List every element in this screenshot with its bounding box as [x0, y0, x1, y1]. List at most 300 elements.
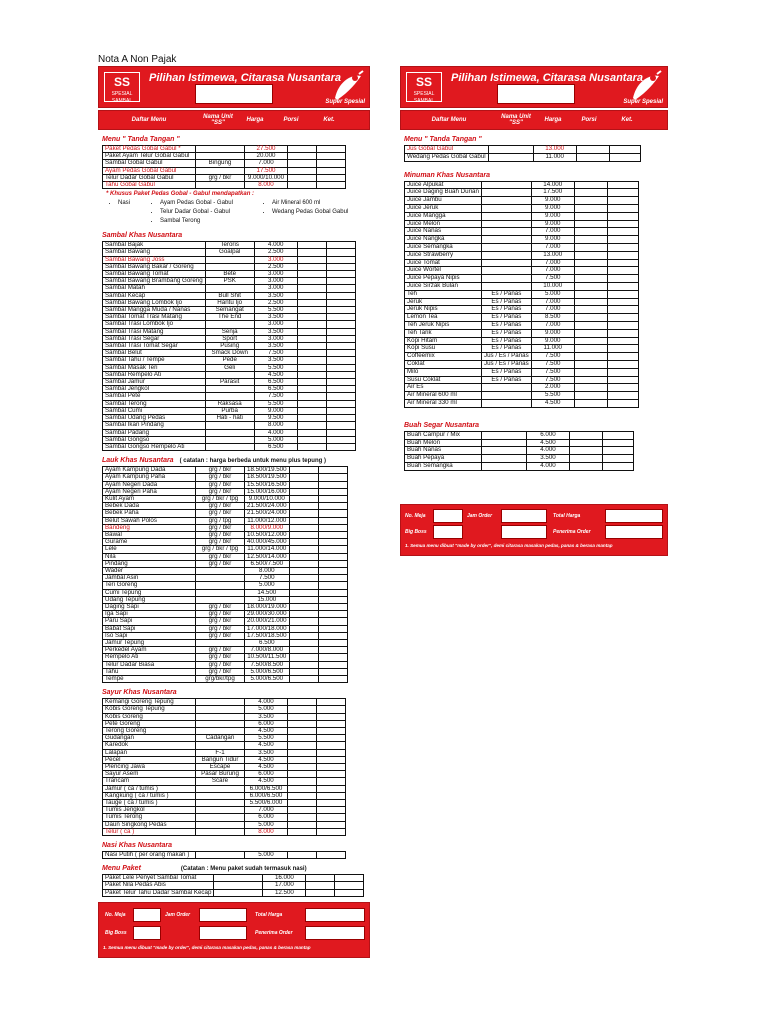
- item-ket[interactable]: [318, 625, 347, 632]
- item-ket[interactable]: [326, 285, 355, 292]
- item-name: Paket Nila Pedas Abis: [103, 882, 214, 889]
- item-ket[interactable]: [607, 345, 638, 353]
- item-ket[interactable]: [603, 431, 634, 439]
- item-ket[interactable]: [607, 314, 638, 322]
- item-ket[interactable]: [318, 510, 347, 517]
- item-ket[interactable]: [318, 668, 347, 675]
- item-ket[interactable]: [318, 517, 347, 524]
- item-ket[interactable]: [335, 889, 364, 896]
- item-ket[interactable]: [326, 350, 355, 357]
- item-porsi[interactable]: [306, 875, 335, 882]
- item-porsi[interactable]: [289, 467, 318, 474]
- item-porsi[interactable]: [574, 376, 607, 384]
- item-porsi[interactable]: [297, 242, 326, 249]
- item-ket[interactable]: [318, 589, 347, 596]
- item-porsi[interactable]: [289, 546, 318, 553]
- item-porsi[interactable]: [574, 197, 607, 205]
- item-ket[interactable]: [607, 392, 638, 400]
- item-porsi[interactable]: [574, 267, 607, 275]
- item-porsi[interactable]: [289, 625, 318, 632]
- item-ket[interactable]: [317, 146, 346, 153]
- item-name: Tumis Jengkol: [103, 807, 196, 814]
- khusus-note: * Khusus Paket Pedas Gobal - Gabul mendapatkan : • Nasi • Ayam Pedas Gobal - Gabul • Telur Dadar Gobal - Gabul • Sambal Terong • Air Mineral 600 ml • Wedang Pedas Gobal Gabul: [106, 191, 370, 226]
- item-ket[interactable]: [318, 661, 347, 668]
- item-ket[interactable]: [317, 720, 346, 727]
- total-harga-field[interactable]: [605, 509, 663, 523]
- item-porsi[interactable]: [297, 263, 326, 270]
- item-ket[interactable]: [317, 735, 346, 742]
- item-porsi[interactable]: [288, 771, 317, 778]
- item-porsi[interactable]: [289, 503, 318, 510]
- item-porsi[interactable]: [289, 510, 318, 517]
- item-price: 12.500/14.000: [245, 553, 290, 560]
- item-porsi[interactable]: [570, 431, 603, 439]
- item-ket[interactable]: [326, 343, 355, 350]
- item-ket[interactable]: [317, 764, 346, 771]
- item-porsi[interactable]: [288, 699, 317, 706]
- item-ket[interactable]: [318, 647, 347, 654]
- item-porsi[interactable]: [288, 735, 317, 742]
- item-ket[interactable]: [318, 676, 347, 683]
- item-ket[interactable]: [603, 455, 634, 463]
- item-ket[interactable]: [603, 462, 634, 470]
- order-number-field[interactable]: [497, 84, 575, 104]
- menu-sheet-food: [98, 66, 370, 958]
- item-porsi[interactable]: [574, 204, 607, 212]
- item-porsi[interactable]: [289, 661, 318, 668]
- item-ket[interactable]: [326, 415, 355, 422]
- item-ket[interactable]: [317, 807, 346, 814]
- item-porsi[interactable]: [297, 350, 326, 357]
- item-porsi[interactable]: [297, 371, 326, 378]
- item-porsi[interactable]: [297, 299, 326, 306]
- item-porsi[interactable]: [574, 259, 607, 267]
- item-porsi[interactable]: [297, 321, 326, 328]
- item-ket[interactable]: [607, 321, 638, 329]
- item-ket[interactable]: [326, 249, 355, 256]
- item-ket[interactable]: [326, 379, 355, 386]
- item-price: 15.000: [245, 596, 290, 603]
- item-porsi[interactable]: [288, 785, 317, 792]
- item-ket[interactable]: [318, 481, 347, 488]
- item-price: 11.000/14.000: [245, 546, 290, 553]
- item-porsi[interactable]: [297, 343, 326, 350]
- item-ket[interactable]: [326, 307, 355, 314]
- item-porsi[interactable]: [288, 728, 317, 735]
- item-porsi[interactable]: [297, 249, 326, 256]
- item-ket[interactable]: [318, 582, 347, 589]
- item-porsi[interactable]: [289, 531, 318, 538]
- item-price: 7.500: [531, 275, 574, 283]
- item-ket[interactable]: [317, 182, 346, 189]
- item-ket[interactable]: [326, 271, 355, 278]
- item-porsi[interactable]: [297, 415, 326, 422]
- item-price: 3.500: [254, 328, 297, 335]
- item-porsi[interactable]: [570, 455, 603, 463]
- item-name: Gurame: [103, 539, 196, 546]
- item-ket[interactable]: [326, 256, 355, 263]
- item-ket[interactable]: [318, 611, 347, 618]
- item-ket[interactable]: [326, 371, 355, 378]
- item-porsi[interactable]: [574, 251, 607, 259]
- item-ket[interactable]: [607, 384, 638, 392]
- order-number-field[interactable]: [195, 84, 273, 104]
- item-unit: [196, 589, 245, 596]
- item-porsi[interactable]: [574, 228, 607, 236]
- item-porsi[interactable]: [288, 720, 317, 727]
- item-name: Tempe: [103, 676, 196, 683]
- item-ket[interactable]: [326, 436, 355, 443]
- item-porsi[interactable]: [297, 314, 326, 321]
- item-porsi[interactable]: [288, 852, 317, 859]
- item-ket[interactable]: [607, 204, 638, 212]
- item-ket[interactable]: [317, 828, 346, 835]
- item-ket[interactable]: [607, 251, 638, 259]
- item-ket[interactable]: [318, 603, 347, 610]
- item-ket[interactable]: [317, 699, 346, 706]
- item-porsi[interactable]: [574, 298, 607, 306]
- item-name: Paket Telur Tahu Dadar Sambal Kecap: [103, 889, 214, 896]
- item-porsi[interactable]: [574, 181, 607, 189]
- item-porsi[interactable]: [574, 243, 607, 251]
- jam-order-field[interactable]: [199, 908, 247, 922]
- item-porsi[interactable]: [288, 713, 317, 720]
- item-ket[interactable]: [318, 618, 347, 625]
- item-ket[interactable]: [326, 443, 355, 450]
- item-porsi[interactable]: [289, 632, 318, 639]
- item-ket[interactable]: [326, 357, 355, 364]
- item-porsi[interactable]: [574, 282, 607, 290]
- table-row: [103, 575, 348, 582]
- item-ket[interactable]: [607, 360, 638, 368]
- item-porsi[interactable]: [574, 306, 607, 314]
- item-porsi[interactable]: [297, 328, 326, 335]
- item-ket[interactable]: [317, 742, 346, 749]
- item-porsi[interactable]: [574, 290, 607, 298]
- item-name: Sambal Bawang Brambang Goreng: [103, 278, 206, 285]
- item-porsi[interactable]: [288, 814, 317, 821]
- item-porsi[interactable]: [288, 792, 317, 799]
- item-porsi[interactable]: [289, 539, 318, 546]
- item-porsi[interactable]: [574, 321, 607, 329]
- item-ket[interactable]: [317, 749, 346, 756]
- penerima-order-field[interactable]: [305, 926, 365, 940]
- item-porsi[interactable]: [289, 560, 318, 567]
- item-ket[interactable]: [317, 713, 346, 720]
- item-porsi[interactable]: [297, 429, 326, 436]
- item-ket[interactable]: [326, 364, 355, 371]
- item-ket[interactable]: [326, 429, 355, 436]
- item-ket[interactable]: [607, 290, 638, 298]
- item-ket[interactable]: [318, 488, 347, 495]
- item-porsi[interactable]: [289, 553, 318, 560]
- no-meja-field[interactable]: [133, 908, 161, 922]
- item-porsi[interactable]: [289, 582, 318, 589]
- item-porsi[interactable]: [574, 314, 607, 322]
- item-ket[interactable]: [317, 174, 346, 181]
- item-unit: [482, 447, 527, 455]
- item-ket[interactable]: [603, 439, 634, 447]
- item-ket[interactable]: [607, 376, 638, 384]
- item-ket[interactable]: [607, 267, 638, 275]
- item-ket[interactable]: [318, 654, 347, 661]
- table-sayur: [102, 698, 346, 836]
- item-porsi[interactable]: [574, 392, 607, 400]
- item-porsi[interactable]: [574, 337, 607, 345]
- item-price: 3.500: [254, 314, 297, 321]
- item-porsi[interactable]: [574, 329, 607, 337]
- col-harga: Harga: [246, 117, 264, 123]
- menu-sheet-drinks: [400, 66, 668, 556]
- item-ket[interactable]: [317, 821, 346, 828]
- item-ket[interactable]: [317, 160, 346, 167]
- item-porsi[interactable]: [288, 749, 317, 756]
- item-porsi[interactable]: [289, 596, 318, 603]
- item-ket[interactable]: [607, 243, 638, 251]
- item-porsi[interactable]: [288, 828, 317, 835]
- item-porsi[interactable]: [297, 422, 326, 429]
- item-ket[interactable]: [317, 785, 346, 792]
- item-ket[interactable]: [317, 728, 346, 735]
- item-ket[interactable]: [326, 422, 355, 429]
- item-porsi[interactable]: [289, 488, 318, 495]
- item-ket[interactable]: [318, 553, 347, 560]
- extra-field[interactable]: [199, 926, 247, 940]
- item-name: Teh Jeruk Nipis: [405, 321, 482, 329]
- item-porsi[interactable]: [576, 146, 609, 154]
- jam-order-field[interactable]: [501, 509, 547, 523]
- item-ket[interactable]: [326, 335, 355, 342]
- item-ket[interactable]: [318, 575, 347, 582]
- item-porsi[interactable]: [288, 174, 317, 181]
- item-ket[interactable]: [607, 329, 638, 337]
- table-tanda-tangan: [102, 145, 346, 189]
- item-porsi[interactable]: [574, 189, 607, 197]
- item-porsi[interactable]: [297, 285, 326, 292]
- item-ket[interactable]: [607, 298, 638, 306]
- item-porsi[interactable]: [289, 517, 318, 524]
- total-harga-field[interactable]: [305, 908, 365, 922]
- item-porsi[interactable]: [288, 756, 317, 763]
- item-porsi[interactable]: [297, 407, 326, 414]
- big-boss-field[interactable]: [433, 525, 463, 539]
- item-porsi[interactable]: [288, 706, 317, 713]
- item-ket[interactable]: [326, 314, 355, 321]
- item-porsi[interactable]: [574, 220, 607, 228]
- item-ket[interactable]: [326, 386, 355, 393]
- item-ket[interactable]: [335, 875, 364, 882]
- item-porsi[interactable]: [289, 575, 318, 582]
- item-porsi[interactable]: [289, 639, 318, 646]
- item-ket[interactable]: [318, 467, 347, 474]
- item-porsi[interactable]: [288, 160, 317, 167]
- item-ket[interactable]: [317, 756, 346, 763]
- item-ket[interactable]: [609, 146, 640, 154]
- item-ket[interactable]: [609, 153, 640, 161]
- item-porsi[interactable]: [574, 353, 607, 361]
- item-ket[interactable]: [318, 495, 347, 502]
- item-ket[interactable]: [317, 706, 346, 713]
- item-porsi[interactable]: [289, 481, 318, 488]
- item-ket[interactable]: [326, 400, 355, 407]
- item-ket[interactable]: [335, 882, 364, 889]
- item-porsi[interactable]: [297, 386, 326, 393]
- item-porsi[interactable]: [574, 360, 607, 368]
- item-porsi[interactable]: [297, 400, 326, 407]
- item-ket[interactable]: [317, 792, 346, 799]
- item-ket[interactable]: [317, 167, 346, 174]
- table-row: [103, 474, 348, 481]
- item-ket[interactable]: [318, 632, 347, 639]
- item-ket[interactable]: [318, 639, 347, 646]
- item-porsi[interactable]: [297, 436, 326, 443]
- item-ket[interactable]: [318, 539, 347, 546]
- item-porsi[interactable]: [574, 275, 607, 283]
- item-porsi[interactable]: [297, 307, 326, 314]
- item-name: Jeruk: [405, 298, 482, 306]
- item-porsi[interactable]: [297, 292, 326, 299]
- item-porsi[interactable]: [297, 364, 326, 371]
- penerima-order-field[interactable]: [605, 525, 663, 539]
- item-ket[interactable]: [318, 524, 347, 531]
- item-ket[interactable]: [607, 236, 638, 244]
- item-name: Tahu Gobal Gabul: [103, 182, 196, 189]
- item-porsi[interactable]: [574, 212, 607, 220]
- item-porsi[interactable]: [288, 821, 317, 828]
- item-ket[interactable]: [607, 197, 638, 205]
- item-ket[interactable]: [603, 447, 634, 455]
- item-ket[interactable]: [607, 228, 638, 236]
- item-porsi[interactable]: [289, 567, 318, 574]
- item-name: Ayam Negeri Paha: [103, 488, 196, 495]
- item-unit: [214, 875, 263, 882]
- item-ket[interactable]: [318, 503, 347, 510]
- big-boss-field[interactable]: [133, 926, 161, 940]
- item-ket[interactable]: [607, 275, 638, 283]
- item-ket[interactable]: [607, 189, 638, 197]
- item-ket[interactable]: [326, 299, 355, 306]
- item-ket[interactable]: [326, 393, 355, 400]
- item-ket[interactable]: [317, 800, 346, 807]
- item-porsi[interactable]: [289, 589, 318, 596]
- item-ket[interactable]: [317, 852, 346, 859]
- item-porsi[interactable]: [289, 524, 318, 531]
- item-ket[interactable]: [317, 153, 346, 160]
- item-porsi[interactable]: [574, 384, 607, 392]
- item-porsi[interactable]: [570, 462, 603, 470]
- item-porsi[interactable]: [289, 676, 318, 683]
- item-porsi[interactable]: [288, 153, 317, 160]
- item-porsi[interactable]: [288, 764, 317, 771]
- item-porsi[interactable]: [574, 236, 607, 244]
- item-porsi[interactable]: [297, 357, 326, 364]
- item-porsi[interactable]: [570, 439, 603, 447]
- item-ket[interactable]: [326, 321, 355, 328]
- item-porsi[interactable]: [289, 668, 318, 675]
- item-ket[interactable]: [607, 368, 638, 376]
- item-unit: Cadangan: [196, 735, 245, 742]
- item-ket[interactable]: [607, 220, 638, 228]
- item-name: Coffeemix: [405, 353, 482, 361]
- item-porsi[interactable]: [297, 271, 326, 278]
- item-porsi[interactable]: [289, 611, 318, 618]
- item-price: 7.000: [531, 321, 574, 329]
- item-porsi[interactable]: [288, 167, 317, 174]
- item-porsi[interactable]: [306, 889, 335, 896]
- item-price: 7.000: [531, 228, 574, 236]
- item-unit: Jus / Es / Panas: [482, 360, 532, 368]
- item-ket[interactable]: [607, 337, 638, 345]
- item-porsi[interactable]: [289, 495, 318, 502]
- item-ket[interactable]: [607, 259, 638, 267]
- item-porsi[interactable]: [289, 654, 318, 661]
- item-porsi[interactable]: [306, 882, 335, 889]
- item-unit: [482, 384, 532, 392]
- item-porsi[interactable]: [289, 474, 318, 481]
- item-porsi[interactable]: [288, 778, 317, 785]
- item-porsi[interactable]: [297, 278, 326, 285]
- item-ket[interactable]: [326, 242, 355, 249]
- item-price: 5.000: [245, 582, 290, 589]
- item-porsi[interactable]: [289, 603, 318, 610]
- item-porsi[interactable]: [570, 447, 603, 455]
- item-porsi[interactable]: [288, 146, 317, 153]
- item-unit: grg / bkr: [196, 553, 245, 560]
- item-ket[interactable]: [317, 814, 346, 821]
- item-ket[interactable]: [317, 771, 346, 778]
- item-ket[interactable]: [326, 407, 355, 414]
- item-ket[interactable]: [607, 212, 638, 220]
- item-name: Telur Dadar Gobal Gabul: [103, 174, 196, 181]
- item-porsi[interactable]: [574, 345, 607, 353]
- item-ket[interactable]: [318, 531, 347, 538]
- item-ket[interactable]: [607, 181, 638, 189]
- item-ket[interactable]: [318, 596, 347, 603]
- item-ket[interactable]: [607, 306, 638, 314]
- item-porsi[interactable]: [297, 379, 326, 386]
- item-ket[interactable]: [326, 263, 355, 270]
- no-meja-field[interactable]: [433, 509, 463, 523]
- item-porsi[interactable]: [297, 443, 326, 450]
- item-ket[interactable]: [607, 282, 638, 290]
- extra-field[interactable]: [501, 525, 547, 539]
- item-ket[interactable]: [317, 778, 346, 785]
- item-porsi[interactable]: [288, 800, 317, 807]
- item-ket[interactable]: [318, 567, 347, 574]
- item-ket[interactable]: [318, 560, 347, 567]
- item-ket[interactable]: [607, 353, 638, 361]
- item-porsi[interactable]: [576, 153, 609, 161]
- item-porsi[interactable]: [289, 647, 318, 654]
- item-porsi[interactable]: [574, 399, 607, 407]
- item-porsi[interactable]: [288, 807, 317, 814]
- item-porsi[interactable]: [288, 742, 317, 749]
- item-porsi[interactable]: [289, 618, 318, 625]
- item-porsi[interactable]: [288, 182, 317, 189]
- item-ket[interactable]: [607, 399, 638, 407]
- item-unit: grg / bkr: [196, 524, 245, 531]
- item-porsi[interactable]: [297, 393, 326, 400]
- item-ket[interactable]: [326, 328, 355, 335]
- item-ket[interactable]: [326, 292, 355, 299]
- item-porsi[interactable]: [297, 256, 326, 263]
- item-porsi[interactable]: [574, 368, 607, 376]
- item-ket[interactable]: [326, 278, 355, 285]
- item-ket[interactable]: [318, 474, 347, 481]
- table-row: [405, 282, 639, 290]
- item-porsi[interactable]: [297, 335, 326, 342]
- item-ket[interactable]: [318, 546, 347, 553]
